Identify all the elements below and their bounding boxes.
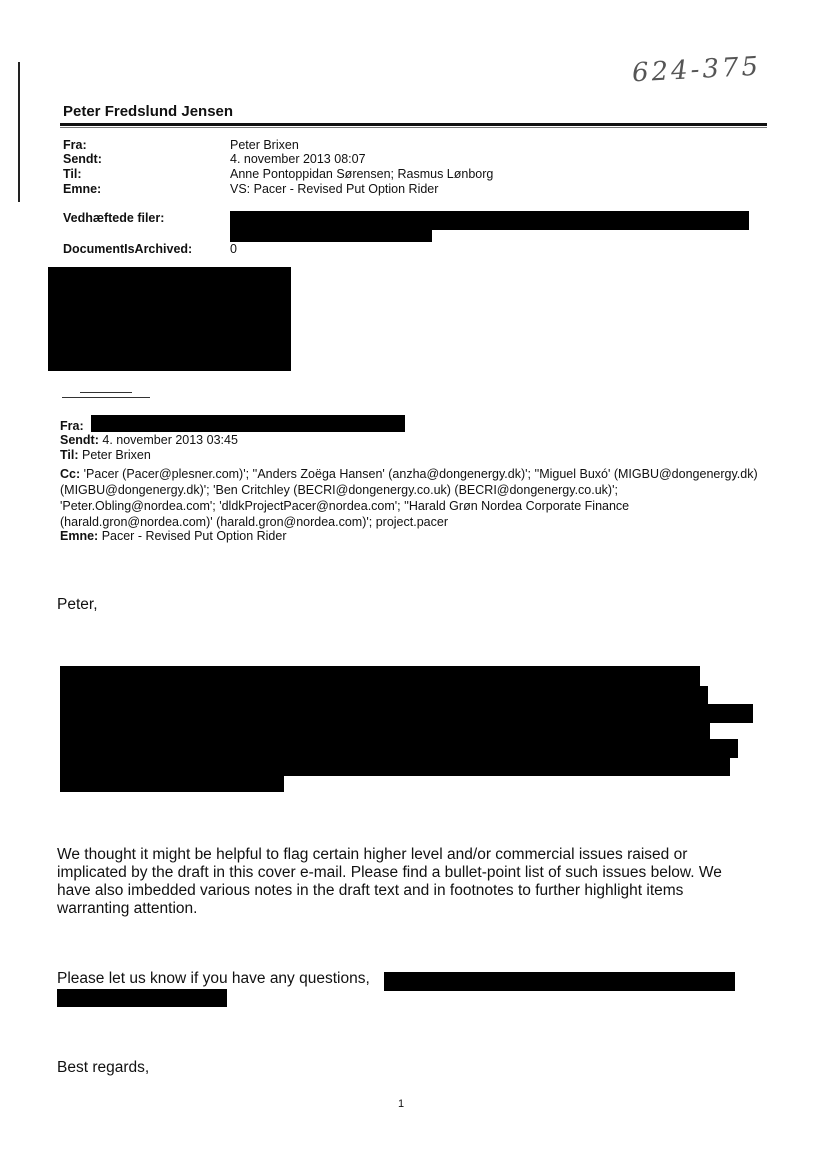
header-rule (60, 123, 767, 126)
redaction-signature (57, 989, 227, 1007)
redaction-attachments-2 (230, 228, 432, 242)
fwd-cc (60, 466, 760, 530)
mailbox-owner: Peter Fredslund Jensen (63, 103, 234, 120)
header-rule-thin (60, 127, 767, 128)
separator-line (62, 397, 150, 398)
attachments-label: Vedhæftede filer: (63, 211, 165, 225)
fwd-from-label: Fra: (60, 419, 84, 433)
from-label: Fra: (63, 138, 87, 152)
to-value: Anne Pontoppidan Sørensen; Rasmus Lønborg (230, 167, 494, 181)
redaction-body (60, 756, 730, 776)
from-value: Peter Brixen (230, 138, 299, 152)
fwd-to-value: Peter Brixen (82, 448, 151, 462)
fwd-cc-value: 'Pacer (Pacer@plesner.com)'; ''Anders Zoëga Hansen' (anzha@dongenergy.dk)'; ''Miguel Buxó' (MIGBU@dongenergy.dk) (MIGBU@dongenergy.dk)'; 'Ben Critchley (BECRI@dongenergy.co.uk) (BECRI@dongenergy.co.uk)'; 'Peter.Obling@nordea.com'; 'dldkProjectPacer@nordea.com'; ''Harald Grøn Nordea Corporate Finance (harald.gron@nordea.com)' (harald.gron@nordea.com)'; project.pacer (60, 467, 758, 529)
fwd-sent-value: 4. november 2013 03:45 (102, 433, 238, 447)
to-label: Til: (63, 167, 82, 181)
redaction-block (48, 267, 291, 371)
margin-scan-line (18, 62, 20, 202)
subject-value: VS: Pacer - Revised Put Option Rider (230, 182, 439, 196)
fwd-to-label: Til: (60, 448, 79, 462)
handwritten-note: 624-375 (631, 51, 762, 89)
greeting: Peter, (57, 596, 98, 613)
redaction-body (60, 774, 284, 792)
archived-value: 0 (230, 242, 237, 256)
redaction-sender (91, 415, 405, 432)
sent-label: Sendt: (63, 152, 102, 166)
subject-label: Emne: (63, 182, 102, 196)
page-number: 1 (398, 1098, 405, 1110)
fwd-subject-value: Pacer - Revised Put Option Rider (101, 529, 287, 543)
redaction-questions (384, 972, 735, 991)
archived-label: DocumentIsArchived: (63, 242, 193, 256)
fwd-subject-label: Emne: (60, 529, 99, 543)
redaction-body (60, 721, 710, 741)
separator-line (80, 392, 132, 393)
redaction-body (60, 666, 700, 688)
fwd-sent-label: Sendt: (60, 433, 99, 447)
redaction-body (60, 686, 708, 706)
questions-line: Please let us know if you have any questions, (57, 970, 370, 987)
sent-value: 4. november 2013 08:07 (230, 152, 366, 166)
fwd-cc-label: Cc: (60, 467, 81, 481)
closing: Best regards, (57, 1059, 150, 1076)
body-paragraph: We thought it might be helpful to flag certain higher level and/or commercial issues raised or implicated by the draft in this cover e-mail. Please find a bullet-point list of such issues below. We have also imbedded various notes in the draft text and in footnotes to further highlight items warranting attention. (57, 846, 722, 917)
